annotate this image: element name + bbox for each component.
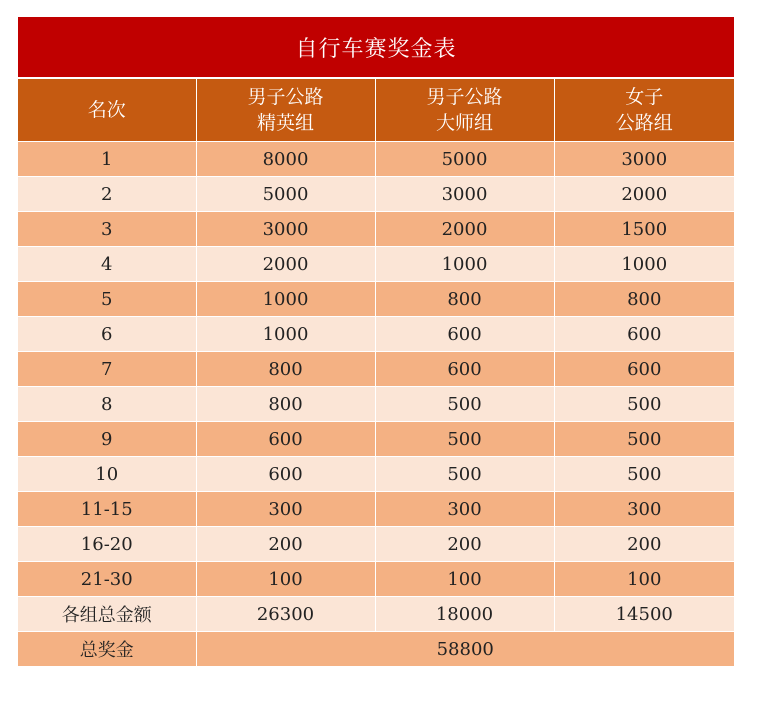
prize-cell: 14500	[554, 597, 734, 632]
rank-cell: 4	[18, 247, 196, 282]
rank-cell: 6	[18, 317, 196, 352]
rank-cell: 11-15	[18, 492, 196, 527]
rank-cell: 3	[18, 212, 196, 247]
prize-cell: 500	[375, 422, 554, 457]
table-row	[18, 457, 734, 492]
prize-cell: 200	[196, 527, 375, 562]
prize-cell: 600	[375, 317, 554, 352]
rank-cell: 7	[18, 352, 196, 387]
header-line2: 大师组	[435, 112, 493, 134]
prize-cell: 300	[196, 492, 375, 527]
prize-cell: 600	[554, 317, 734, 352]
table-row	[18, 177, 734, 212]
prize-cell: 500	[554, 422, 734, 457]
rank-cell: 1	[18, 142, 196, 177]
table-row	[18, 422, 734, 457]
rank-cell: 21-30	[18, 562, 196, 597]
prize-cell: 18000	[375, 597, 554, 632]
prize-cell: 2000	[196, 247, 375, 282]
rank-cell: 8	[18, 387, 196, 422]
prize-cell: 800	[375, 282, 554, 317]
table-row	[18, 282, 734, 317]
prize-cell: 100	[375, 562, 554, 597]
total-value: 58800	[196, 632, 734, 667]
rank-cell: 10	[18, 457, 196, 492]
prize-cell: 3000	[196, 212, 375, 247]
prize-cell: 26300	[196, 597, 375, 632]
table-row	[18, 527, 734, 562]
header-rank-label: 名次	[87, 99, 126, 121]
prize-cell: 600	[196, 457, 375, 492]
header-line1: 女子	[625, 86, 664, 108]
prize-cell: 5000	[375, 142, 554, 177]
header-line1: 男子公路	[247, 86, 324, 108]
prize-cell: 600	[554, 352, 734, 387]
table-row	[18, 352, 734, 387]
prize-cell: 3000	[554, 142, 734, 177]
total-label: 总奖金	[18, 632, 196, 667]
prize-cell: 300	[375, 492, 554, 527]
prize-cell: 500	[375, 387, 554, 422]
header-men-master	[375, 79, 554, 142]
table-row	[18, 317, 734, 352]
table-row	[18, 142, 734, 177]
rank-cell: 9	[18, 422, 196, 457]
prize-cell: 1000	[196, 282, 375, 317]
table-row	[18, 562, 734, 597]
rank-cell: 5	[18, 282, 196, 317]
rank-cell: 2	[18, 177, 196, 212]
prize-cell: 1500	[554, 212, 734, 247]
table-row	[18, 212, 734, 247]
header-line1: 男子公路	[426, 86, 503, 108]
prize-cell: 8000	[196, 142, 375, 177]
table-row	[18, 247, 734, 282]
rank-cell: 16-20	[18, 527, 196, 562]
prize-cell: 300	[554, 492, 734, 527]
prize-cell: 500	[554, 457, 734, 492]
prize-cell: 1000	[375, 247, 554, 282]
table-row	[18, 492, 734, 527]
prize-cell: 800	[196, 387, 375, 422]
table-body	[18, 142, 734, 667]
prize-cell: 2000	[375, 212, 554, 247]
prize-cell: 1000	[554, 247, 734, 282]
prize-cell: 800	[554, 282, 734, 317]
prize-cell: 200	[375, 527, 554, 562]
table-row	[18, 597, 734, 632]
prize-cell: 600	[375, 352, 554, 387]
table-title: 自行车赛奖金表	[18, 17, 734, 79]
prize-cell: 500	[375, 457, 554, 492]
header-women	[554, 79, 734, 142]
prize-cell: 2000	[554, 177, 734, 212]
prize-cell: 3000	[375, 177, 554, 212]
header-line2: 公路组	[615, 112, 673, 134]
rank-cell: 各组总金额	[18, 597, 196, 632]
prize-cell: 1000	[196, 317, 375, 352]
header-line2: 精英组	[256, 112, 314, 134]
total-row	[18, 632, 734, 667]
header-row	[18, 79, 734, 142]
table-row	[18, 387, 734, 422]
prize-cell: 100	[196, 562, 375, 597]
prize-cell: 800	[196, 352, 375, 387]
prize-table-container	[18, 17, 734, 667]
prize-table	[18, 79, 734, 667]
prize-cell: 600	[196, 422, 375, 457]
prize-cell: 200	[554, 527, 734, 562]
prize-cell: 500	[554, 387, 734, 422]
prize-cell: 5000	[196, 177, 375, 212]
prize-cell: 100	[554, 562, 734, 597]
header-rank	[18, 79, 196, 142]
header-men-elite	[196, 79, 375, 142]
